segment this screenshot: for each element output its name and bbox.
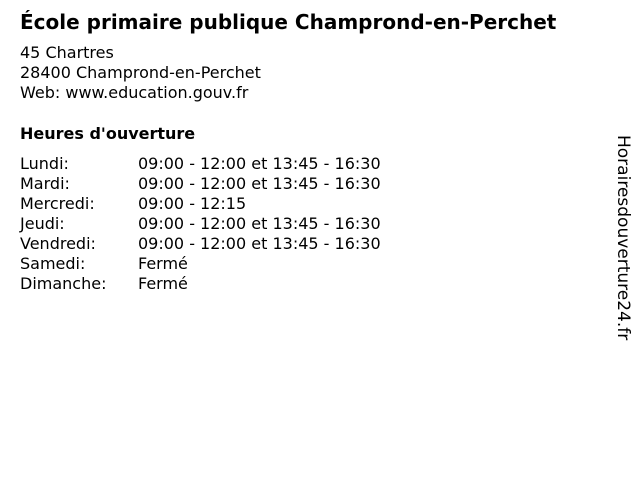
time-value: Fermé bbox=[138, 254, 188, 273]
time-value: Fermé bbox=[138, 274, 188, 293]
website-text: Web: www.education.gouv.fr bbox=[20, 83, 249, 102]
watermark-text: Horairesdouverture24.fr bbox=[613, 135, 633, 341]
day-label: Samedi: bbox=[20, 254, 86, 273]
day-label: Dimanche: bbox=[20, 274, 107, 293]
time-value: 09:00 - 12:00 et 13:45 - 16:30 bbox=[138, 214, 381, 233]
day-label: Mercredi: bbox=[20, 194, 95, 213]
time-value: 09:00 - 12:00 et 13:45 - 16:30 bbox=[138, 154, 381, 173]
address-city: 28400 Champrond-en-Perchet bbox=[20, 63, 261, 82]
day-label: Lundi: bbox=[20, 154, 69, 173]
opening-hours-heading: Heures d'ouverture bbox=[20, 124, 196, 143]
day-label: Vendredi: bbox=[20, 234, 96, 253]
address-block bbox=[20, 43, 261, 103]
page-title: École primaire publique Champrond-en-Perchet bbox=[20, 10, 557, 34]
day-label: Jeudi: bbox=[20, 214, 65, 233]
day-label: Mardi: bbox=[20, 174, 70, 193]
address-street: 45 Chartres bbox=[20, 43, 114, 62]
time-value: 09:00 - 12:15 bbox=[138, 194, 247, 213]
time-value: 09:00 - 12:00 et 13:45 - 16:30 bbox=[138, 174, 381, 193]
time-value: 09:00 - 12:00 et 13:45 - 16:30 bbox=[138, 234, 381, 253]
